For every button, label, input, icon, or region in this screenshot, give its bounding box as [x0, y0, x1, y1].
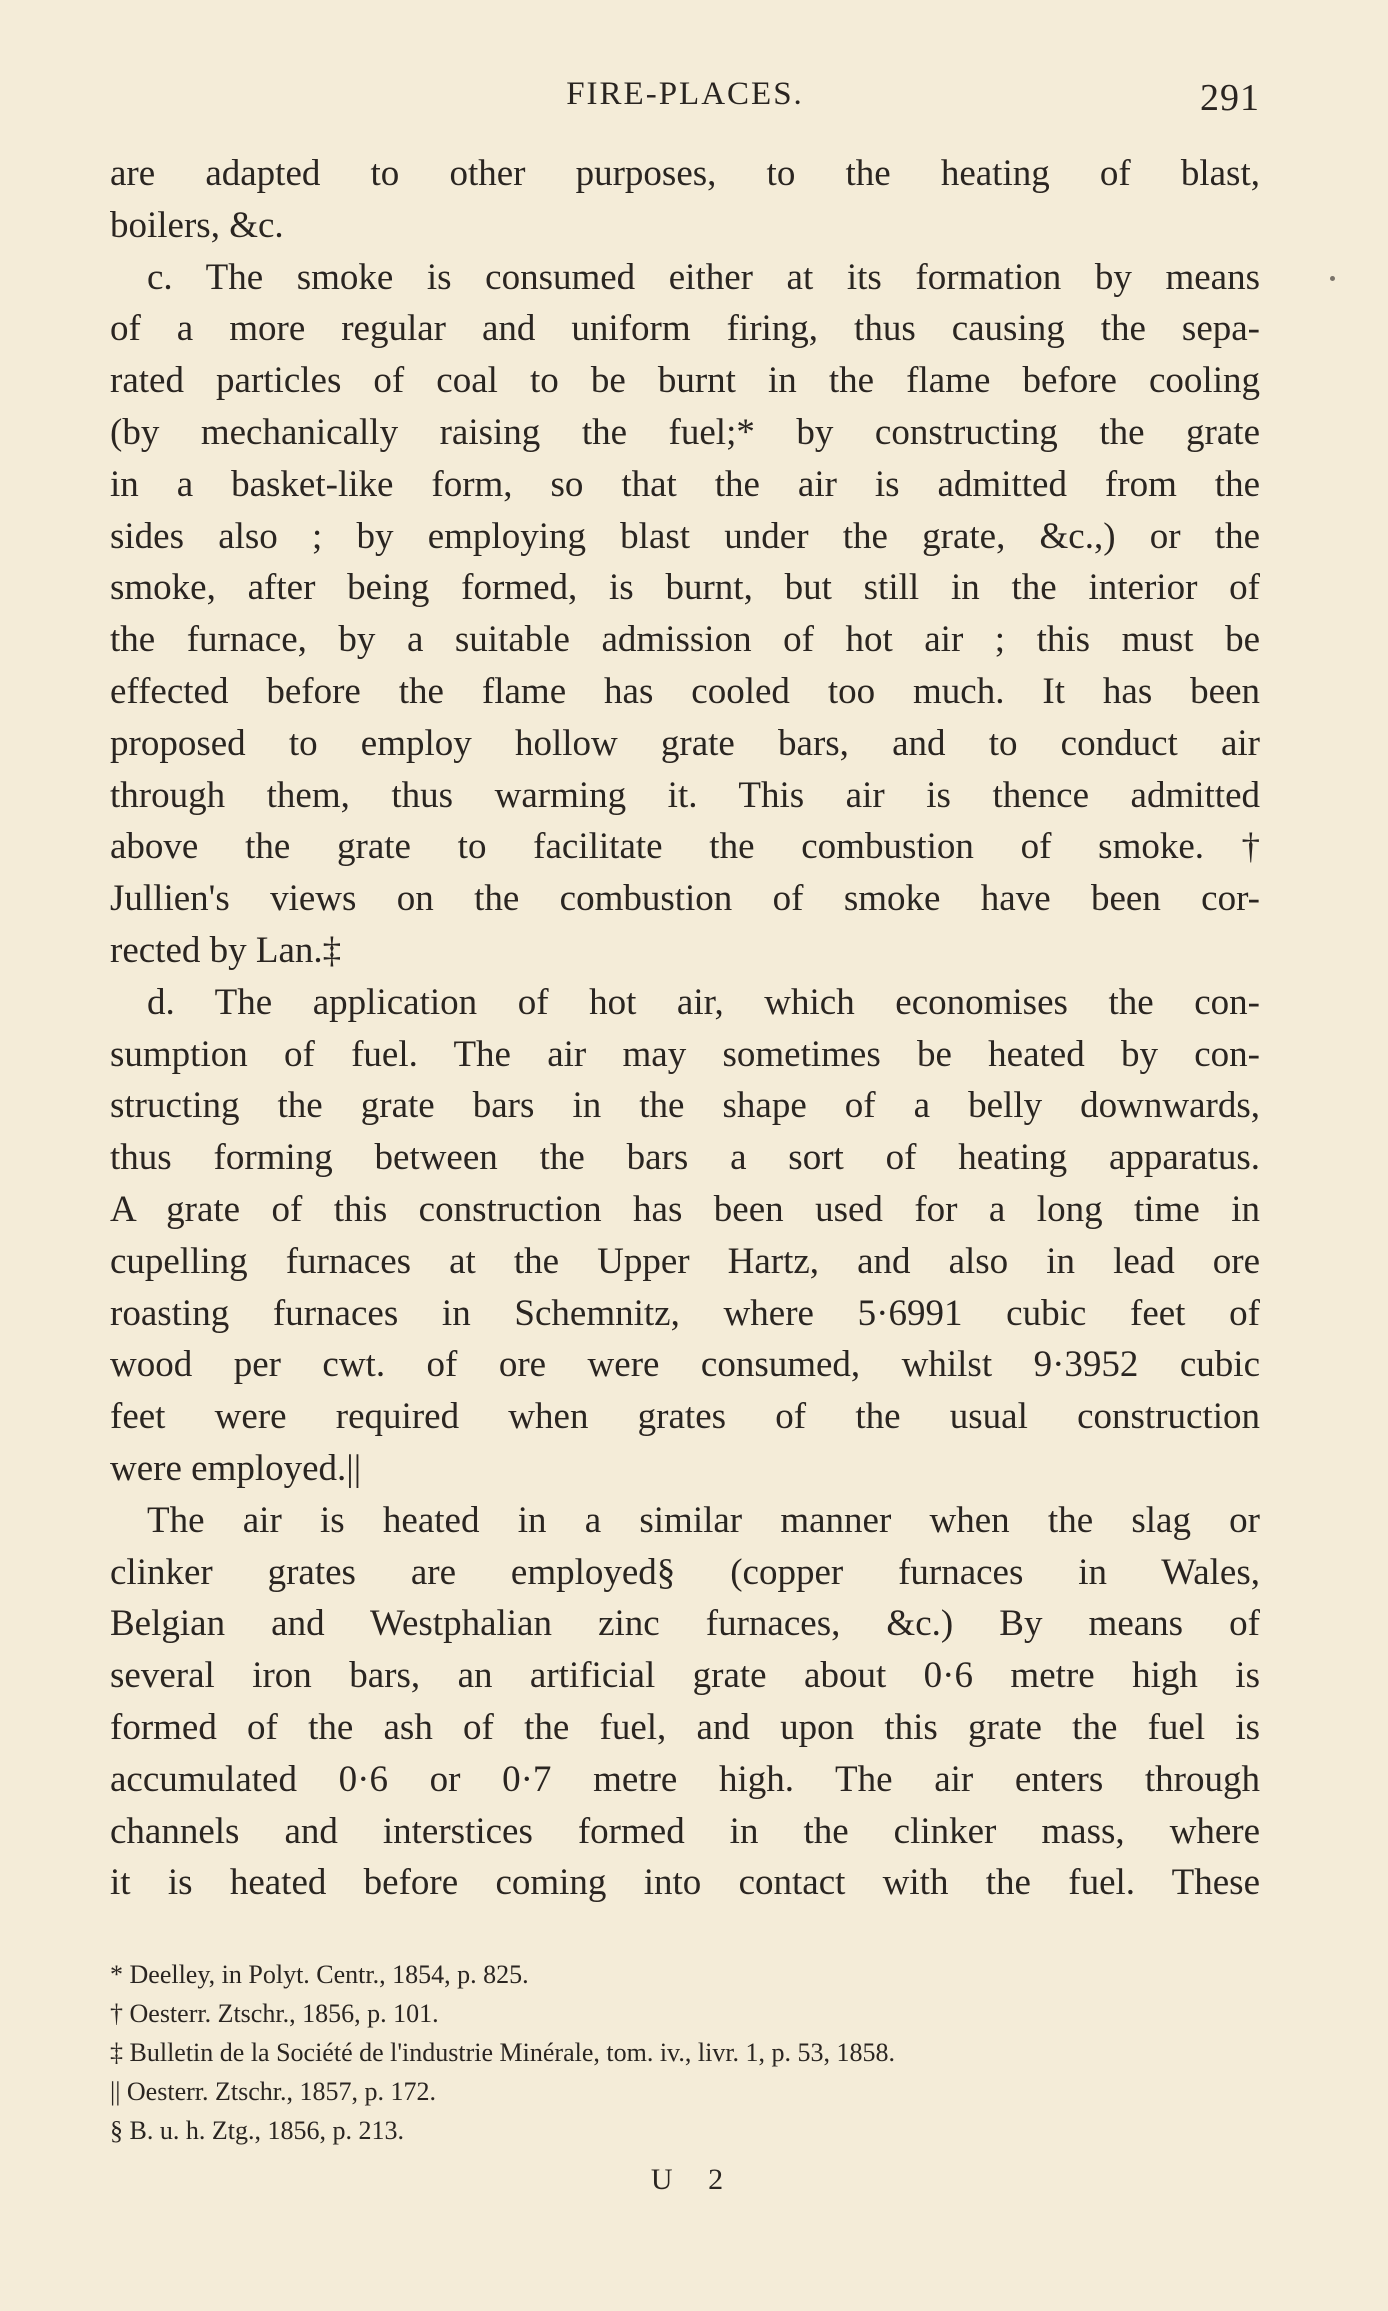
- footnotes: [110, 1955, 1260, 2150]
- text-line: the furnace, by a suitable admission of hot air ; this must be: [110, 619, 1260, 661]
- text-line: effected before the flame has cooled too much. It has been: [110, 670, 1260, 712]
- footnote: † Oesterr. Ztschr., 1856, p. 101.: [110, 1999, 439, 2028]
- text-line: The air is heated in a similar manner when the slag or: [147, 1499, 1260, 1541]
- text-line: structing the grate bars in the shape of a belly downwards,: [110, 1085, 1260, 1127]
- text-line: were employed.||: [110, 1447, 362, 1489]
- text-line: smoke, after being formed, is burnt, but still in the interior of: [110, 567, 1260, 609]
- text-line: several iron bars, an artificial grate about 0·6 metre high is: [110, 1655, 1260, 1697]
- text-line: proposed to employ hollow grate bars, and to conduct air: [110, 722, 1260, 764]
- text-line: rected by Lan.‡: [110, 929, 342, 971]
- text-line: boilers, &c.: [110, 204, 284, 246]
- text-line: are adapted to other purposes, to the heating of blast,: [110, 153, 1260, 194]
- running-head: [110, 76, 1260, 126]
- text-line: rated particles of coal to be burnt in the flame before cooling: [110, 360, 1260, 402]
- footnote: * Deelley, in Polyt. Centr., 1854, p. 825.: [110, 1960, 529, 1989]
- text-line: thus forming between the bars a sort of heating apparatus.: [110, 1137, 1260, 1179]
- text-line: d. The application of hot air, which economises the con-: [147, 981, 1260, 1023]
- page-number: 291: [1200, 77, 1260, 119]
- text-line: above the grate to facilitate the combustion of smoke.†: [110, 826, 1260, 868]
- text-line: in a basket-like form, so that the air is admitted from the: [110, 463, 1260, 505]
- text-line: accumulated 0·6 or 0·7 metre high. The air enters through: [110, 1758, 1260, 1800]
- text-line: c. The smoke is consumed either at its formation by means: [147, 256, 1260, 298]
- text-line: (by mechanically raising the fuel;* by constructing the grate: [110, 411, 1260, 453]
- text-line: of a more regular and uniform firing, thus causing the sepa-: [110, 308, 1260, 350]
- margin-mark: [1330, 276, 1335, 281]
- text-line: roasting furnaces in Schemnitz, where 5·6991 cubic feet of: [110, 1292, 1260, 1334]
- text-line: clinker grates are employed§ (copper furnaces in Wales,: [110, 1551, 1260, 1593]
- body-text: [110, 148, 1260, 1909]
- text-line: through them, thus warming it. This air is thence admitted: [110, 774, 1260, 816]
- footnote: § B. u. h. Ztg., 1856, p. 213.: [110, 2116, 404, 2145]
- text-line: sumption of fuel. The air may sometimes be heated by con-: [110, 1033, 1260, 1075]
- text-line: wood per cwt. of ore were consumed, whilst 9·3952 cubic: [110, 1344, 1260, 1386]
- text-line: channels and interstices formed in the clinker mass, where: [110, 1810, 1260, 1852]
- text-line: it is heated before coming into contact with the fuel. These: [110, 1862, 1260, 1904]
- signature-mark: U 2: [650, 2163, 738, 2196]
- text-line: sides also ; by employing blast under the grate, &c.,) or the: [110, 515, 1260, 557]
- footnote: ‡ Bulletin de la Société de l'industrie Minérale, tom. iv., livr. 1, p. 53, 1858.: [110, 2038, 896, 2067]
- text-line: cupelling furnaces at the Upper Hartz, and also in lead ore: [110, 1240, 1260, 1282]
- text-line: Belgian and Westphalian zinc furnaces, &c.) By means of: [110, 1603, 1260, 1645]
- footnote: || Oesterr. Ztschr., 1857, p. 172.: [110, 2077, 436, 2106]
- text-line: feet were required when grates of the usual construction: [110, 1396, 1260, 1438]
- text-line: A grate of this construction has been used for a long time in: [110, 1188, 1260, 1230]
- text-line: formed of the ash of the fuel, and upon this grate the fuel is: [110, 1706, 1260, 1748]
- text-line: Jullien's views on the combustion of smoke have been cor-: [110, 878, 1260, 920]
- running-title: FIRE-PLACES.: [566, 76, 804, 112]
